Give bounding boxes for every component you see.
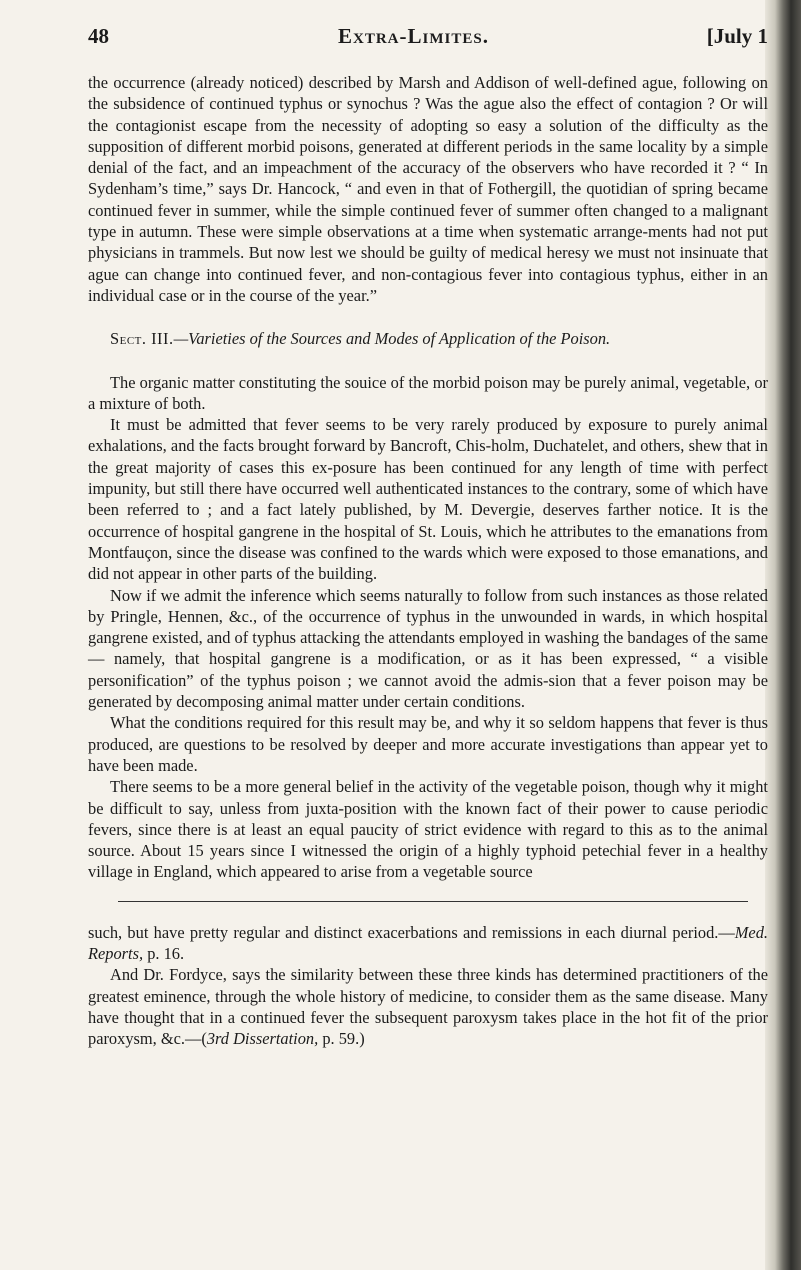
running-title: Extra-Limites. <box>338 24 489 48</box>
footnote-citation: Med. Reports, <box>88 922 768 963</box>
paragraph: It must be admitted that fever seems to be very rarely produced by exposure to purely animal exhalations, and the facts brought forward by Bancroft, Chis-holm, Duchatelet, and others, shew that in the great majority of cases this ex-posure has been continued for any length of time with perfect impunity, but still there have occurred well authenticated instances to the contrary, some of which have been referred to ; and a fact lately published, by M. Devergie, deserves farther notice. It is the occurrence of hospital gangrene in the hospital of St. Louis, which he attributes to the emanations from Montfauçon, since the disease was confined to the wards which were exposed to those emanations, and did not appear in other parts of the building. <box>88 415 768 584</box>
footnote-text: And Dr. Fordyce, says the similarity between these three kinds has determined practitioners of the greatest eminence, through the whole history of medicine, to consider them as the same disease. Many have thought that in a continued fever the subsequent paroxysm takes place in the hot fit of the prior paroxysm, &c.—( <box>88 965 768 1049</box>
footnote-text: such, but have pretty regular and distinct exacerbations and remissions in each diurnal period.— <box>88 922 735 942</box>
paragraph: There seems to be a more general belief in the activity of the vegetable poison, though why it might be difficult to say, unless from juxta-position with the known fact of their power to cause periodic fevers, since there is at least an equal paucity of strict evidence with regard to this as to the animal source. About 15 years since I witnessed the origin of a highly typhoid petechial fever in a healthy village in England, which appeared to arise from a vegetable source <box>88 777 768 882</box>
page-edge-shadow <box>765 0 801 1270</box>
footnote-citation: 3rd Dissertation, <box>206 1029 319 1049</box>
section-title: —Varieties of the Sources and Modes of Application of the Poison. <box>173 329 611 349</box>
footnote <box>88 964 768 1049</box>
footnote-divider <box>118 901 748 902</box>
page-number: 48 <box>88 24 109 48</box>
footnote <box>88 922 768 965</box>
footnote-page: p. 59.) <box>318 1029 365 1049</box>
paragraph: The organic matter constituting the souice of the morbid poison may be purely animal, vegetable, or a mixture of both. <box>88 372 768 413</box>
paragraph: the occurrence (already noticed) described by Marsh and Addison of well-defined ague, following on the subsidence of continued typhus or synochus ? Was the ague also the effect of contagion ? Or will the contagionist escape from the necessity of adopting so easy a solution of the difficulty as the supposition of different morbid poisons, generated at different periods in the same locality by a simple denial of the fact, and an impeachment of the accuracy of the observers who have recorded it ? “ In Sydenham’s time,” says Dr. Hancock, “ and even in that of Fothergill, the quotidian of spring became continued fever in summer, while the simple continued fever of summer often changed to a malignant type in autumn. These were simple observations at a time when systematic arrange-ments had not put physicians in trammels. But now lest we should be guilty of medical heresy we must not insinuate that ague can change into continued fever, and non-contagious fever into contagious typhus, either in an individual case or in the course of the year.” <box>88 73 768 305</box>
section-heading <box>88 328 768 349</box>
main-text <box>88 72 768 1049</box>
footnote-page: p. 16. <box>143 943 185 963</box>
section-number: Sect. III. <box>110 329 174 349</box>
paragraph: Now if we admit the inference which seems naturally to follow from such instances as those related by Pringle, Hennen, &c., of the occurrence of typhus in the unwounded in wards, in which hospital gangrene existed, and of typhus attacking the attendants employed in washing the bandages of the same— namely, that hospital gangrene is a modification, or as it has been expressed, “ a visible personification” of the typhus poison ; we cannot avoid the admis-sion that a fever poison may be generated by decomposing animal matter under certain conditions. <box>88 585 769 712</box>
issue-date: [July 1 <box>706 24 768 48</box>
paragraph: What the conditions required for this result may be, and why it so seldom happens that fever is thus produced, are questions to be resolved by deeper and more accurate investigations than appear yet to have been made. <box>88 713 768 775</box>
running-header <box>88 22 768 58</box>
